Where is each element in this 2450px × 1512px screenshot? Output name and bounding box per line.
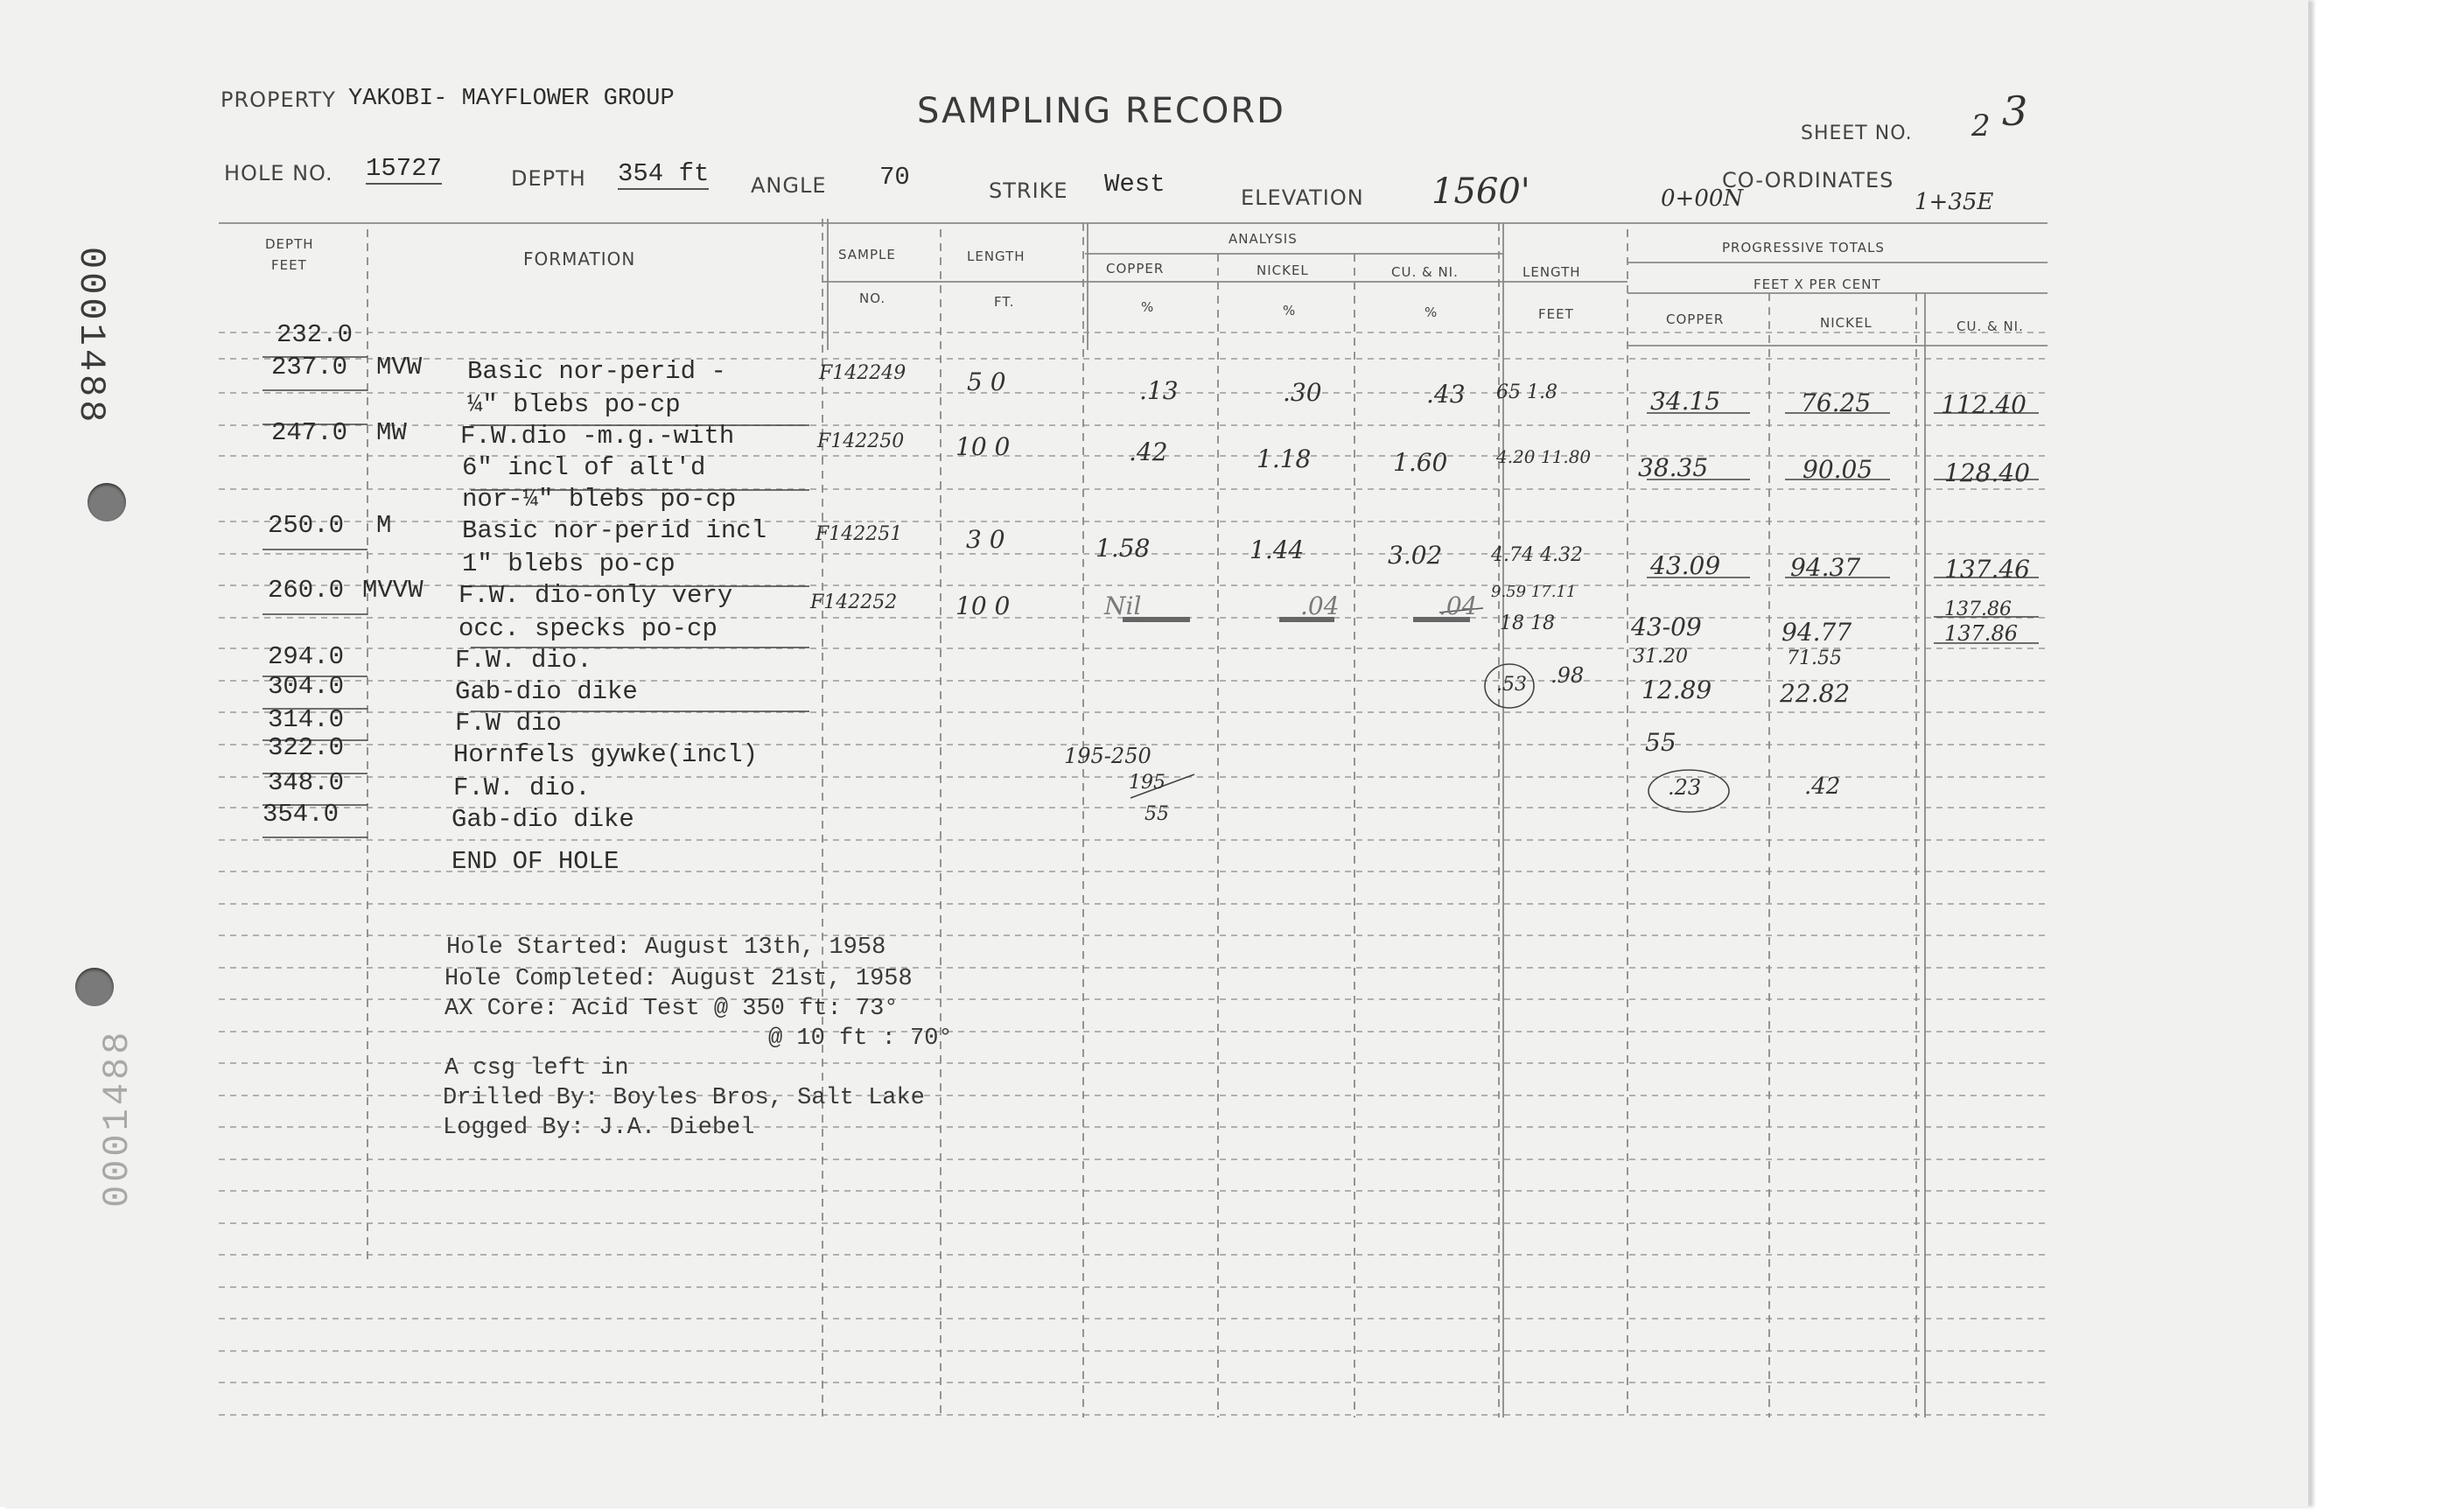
- col-prog-copper: COPPER: [1666, 312, 1725, 327]
- sample-copper-1: .42: [1129, 438, 1168, 466]
- col-sample-l2: NO.: [859, 290, 886, 306]
- sample-prog-cuni-2: 137.46: [1944, 555, 2030, 584]
- col-depth-l2: FEET: [271, 257, 307, 273]
- col-sample-l1: SAMPLE: [838, 247, 896, 262]
- col-length-l2: FT.: [994, 294, 1015, 310]
- coordinate-east: 1+35E: [1914, 189, 1994, 215]
- document-number-stamp-faint: 0001488: [96, 1028, 138, 1208]
- formation-line-11: F.W dio: [455, 709, 562, 738]
- sheet-value-alt: 3: [2002, 88, 2028, 135]
- col-pct-copper: %: [1141, 299, 1155, 315]
- angle-value: 70: [879, 163, 910, 192]
- depth-row-8: 322.0: [268, 733, 345, 762]
- col-prog-nickel: NICKEL: [1820, 315, 1872, 331]
- sample-copper-3: Nil: [1104, 592, 1142, 620]
- formation-line-0: Basic nor-perid -: [467, 357, 726, 386]
- col-progressive: PROGRESSIVE TOTALS: [1722, 240, 1885, 256]
- sample-copper-0: .13: [1139, 376, 1179, 405]
- row-b-length2: 18 18: [1500, 612, 1555, 634]
- sample-no-2: F142251: [816, 523, 903, 545]
- formation-line-8: occ. specks po-cp: [458, 614, 718, 643]
- average-nickel: .42: [1804, 774, 1841, 800]
- formation-line-4: nor-¼" blebs po-cp: [462, 485, 737, 514]
- sample-length-1: 10 0: [956, 432, 1011, 461]
- row-e-prog-copper: 55: [1645, 728, 1676, 757]
- calc-denominator: 55: [1144, 803, 1169, 825]
- col-pct-nickel: %: [1283, 303, 1297, 318]
- formation-line-14: Gab-dio dike: [452, 805, 634, 834]
- note-acid-test-350: AX Core: Acid Test @ 350 ft: 73°: [444, 996, 899, 1022]
- formation-line-5: Basic nor-perid incl: [462, 516, 767, 545]
- coordinates-label: CO-ORDINATES: [1722, 168, 1894, 192]
- hole-value: 15727: [366, 154, 443, 183]
- formation-line-9: F.W. dio.: [455, 646, 592, 675]
- sample-copper-2: 1.58: [1096, 534, 1151, 563]
- note-acid-test-10: @ 10 ft : 70°: [768, 1026, 953, 1052]
- sample-length2-3: 9.59 17.11: [1491, 583, 1577, 601]
- formation-line-10: Gab-dio dike: [455, 677, 638, 706]
- circled-length-2: .98: [1550, 663, 1585, 688]
- depth-row-6: 304.0: [268, 672, 345, 701]
- depth-value: 354 ft: [618, 159, 710, 188]
- coordinate-north: 0+00N: [1661, 186, 1744, 212]
- col-analysis: ANALYSIS: [1228, 231, 1298, 247]
- row-b-prog-cuni: 137.86: [1944, 621, 2018, 646]
- sample-prog-nickel-1: 90.05: [1802, 455, 1873, 484]
- document-number-stamp: 0001488: [70, 247, 112, 426]
- row-d-prog-copper: 12.89: [1642, 676, 1712, 704]
- sample-prog-cuni-3: 137.86: [1944, 598, 2012, 620]
- code-row-2: MW: [376, 418, 407, 447]
- col-length2-l2: FEET: [1538, 306, 1574, 322]
- formation-line-13: F.W. dio.: [453, 774, 591, 802]
- page-title: SAMPLING RECORD: [917, 91, 1285, 131]
- circled-average: .23: [1668, 775, 1702, 800]
- sample-no-0: F142249: [819, 362, 906, 384]
- elevation-value: 1560': [1432, 172, 1530, 212]
- sample-prog-copper-0: 34.15: [1650, 387, 1721, 416]
- note-hole-started: Hole Started: August 13th, 1958: [446, 934, 886, 961]
- col-prog-cuni: CU. & NI.: [1956, 318, 2024, 334]
- strike-value: West: [1104, 170, 1166, 199]
- depth-label: DEPTH: [511, 166, 586, 191]
- sample-length-2: 3 0: [966, 525, 1005, 554]
- sample-prog-copper-1: 38.35: [1638, 453, 1709, 482]
- sample-prog-cuni-1: 128.40: [1944, 458, 2030, 487]
- depth-row-10: 354.0: [262, 800, 340, 829]
- sample-length-3: 10 0: [956, 592, 1011, 620]
- formation-line-7: F.W. dio-only very: [458, 581, 733, 610]
- angle-label: ANGLE: [751, 173, 827, 198]
- note-hole-completed: Hole Completed: August 21st, 1958: [444, 966, 913, 992]
- depth-row-0: 232.0: [276, 320, 354, 349]
- strike-label: STRIKE: [989, 178, 1068, 203]
- sample-nickel-3: .04: [1300, 592, 1340, 620]
- sample-prog-nickel-0: 76.25: [1801, 388, 1872, 417]
- depth-row-5: 294.0: [268, 642, 345, 671]
- col-feet-x-pct: FEET X PER CENT: [1754, 276, 1881, 292]
- formation-line-15: END OF HOLE: [452, 847, 620, 876]
- col-depth-l1: DEPTH: [265, 236, 314, 252]
- sample-cuni-2: 3.02: [1388, 541, 1443, 570]
- sample-length2-0: 65 1.8: [1496, 382, 1558, 403]
- depth-row-4: 260.0: [268, 576, 345, 605]
- formation-line-12: Hornfels gywke(incl): [453, 740, 759, 769]
- col-pct-cuni: %: [1424, 304, 1438, 320]
- col-cuni: CU. & NI.: [1391, 264, 1459, 280]
- formation-line-1: ¼" blebs po-cp: [467, 390, 681, 419]
- col-formation: FORMATION: [523, 248, 636, 270]
- depth-row-7: 314.0: [268, 705, 345, 734]
- note-logged-by: Logged By: J.A. Diebel: [443, 1115, 755, 1141]
- col-length2-l1: LENGTH: [1522, 264, 1581, 280]
- col-nickel: NICKEL: [1256, 262, 1309, 278]
- sample-length-0: 5 0: [967, 368, 1006, 396]
- code-row-3: M: [376, 511, 392, 540]
- row-d-prog-nickel: 22.82: [1780, 679, 1851, 708]
- row-b-prog-copper: 43-09: [1631, 612, 1702, 641]
- row-b-prog-nickel: 94.77: [1782, 618, 1852, 647]
- formation-line-6: 1" blebs po-cp: [462, 550, 676, 578]
- sample-cuni-1: 1.60: [1393, 448, 1448, 477]
- sample-prog-nickel-2: 94.37: [1790, 553, 1861, 582]
- sample-no-3: F142252: [810, 592, 898, 613]
- row-c-prog-copper: 31.20: [1633, 646, 1688, 668]
- sample-length2-1: 4.20 11.80: [1496, 446, 1592, 467]
- depth-row-9: 348.0: [268, 768, 345, 797]
- note-casing: A csg left in: [444, 1055, 629, 1082]
- formation-line-3: 6" incl of alt'd: [462, 453, 706, 482]
- elevation-label: ELEVATION: [1241, 186, 1364, 210]
- sample-prog-copper-2: 43.09: [1650, 551, 1721, 580]
- depth-row-2: 247.0: [271, 418, 348, 447]
- hole-label: HOLE NO.: [224, 161, 333, 186]
- sample-cuni-0: .43: [1426, 380, 1466, 409]
- circled-length: .53: [1496, 674, 1527, 696]
- note-drilled-by: Drilled By: Boyles Bros, Salt Lake: [443, 1085, 925, 1111]
- punch-hole-bottom: [75, 968, 114, 1006]
- punch-hole-top: [88, 483, 126, 522]
- depth-row-3: 250.0: [268, 511, 345, 540]
- code-row-4: MVVW: [362, 576, 424, 605]
- sample-prog-cuni-0: 112.40: [1941, 390, 2026, 419]
- col-length-l1: LENGTH: [967, 248, 1026, 264]
- sample-cuni-3: .04: [1438, 592, 1478, 620]
- formation-line-2: F.W.dio -m.g.-with: [460, 422, 735, 451]
- sheet-value: 2: [1971, 108, 1991, 144]
- code-row-1: MVW: [376, 353, 423, 382]
- sheet-label: SHEET NO.: [1801, 122, 1913, 144]
- sample-no-1: F142250: [817, 430, 905, 452]
- calc-numerator: 195: [1129, 772, 1166, 794]
- sample-length2-2: 4.74 4.32: [1491, 544, 1583, 566]
- sample-nickel-1: 1.18: [1256, 444, 1312, 473]
- calc-range: 195-250: [1064, 744, 1152, 768]
- row-c-prog-nickel: 71.55: [1787, 648, 1842, 669]
- col-copper: COPPER: [1106, 261, 1165, 276]
- property-value: YAKOBI- MAYFLOWER GROUP: [348, 86, 675, 112]
- depth-row-1: 237.0: [271, 353, 348, 382]
- property-label: PROPERTY: [220, 88, 336, 112]
- sample-nickel-2: 1.44: [1250, 536, 1305, 564]
- sample-nickel-0: .30: [1283, 378, 1322, 407]
